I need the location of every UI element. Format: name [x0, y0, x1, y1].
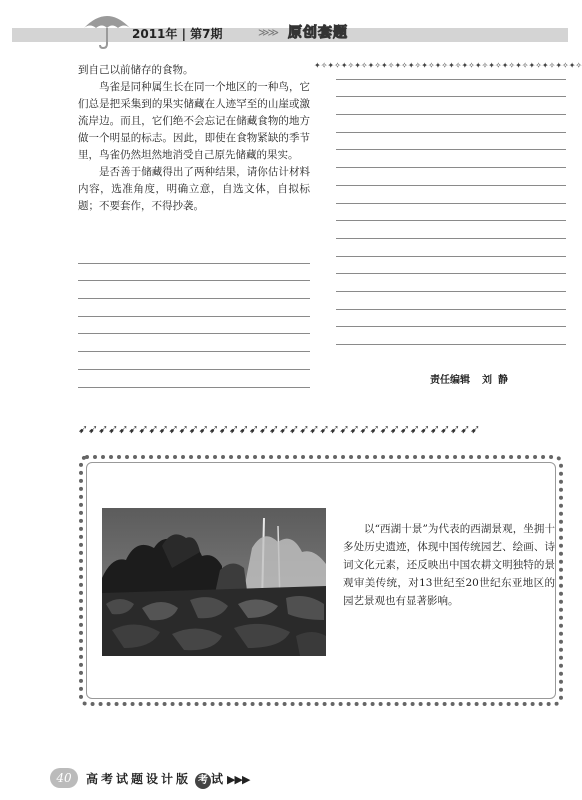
editor-name: 刘静: [482, 375, 514, 386]
section-title: 原创套题: [288, 25, 348, 41]
article-paragraph: 是否善于储藏得出了两种结果，请你估计材料内容，选准角度，明确立意，自选文体，自拟标题；不要套作，不得抄袭。: [78, 166, 310, 212]
article-body: [78, 62, 310, 215]
page-footer: [50, 764, 570, 792]
publication-title: [86, 770, 249, 789]
issue-number: 第7期: [190, 27, 223, 41]
writing-lines-left: [78, 246, 310, 388]
umbrella-icon: [82, 10, 132, 50]
editor-credit: [430, 371, 514, 386]
footer-arrows-icon: ▶▶▶: [227, 773, 250, 786]
photo-caption: [343, 520, 555, 610]
article-paragraph: 到自己以前储存的食物。: [78, 64, 194, 76]
article-paragraph: 鸟雀是同种属生长在同一个地区的一种鸟，它们总是把采集到的果实储藏在人迹罕至的山崖或激流岸边。而且，它们绝不会忘记在储藏食物的地方做一个明显的标志。因此，即使在食物紧缺的季节里，鸟雀仍然坦然地消受自己原先储藏的果实。: [78, 81, 310, 161]
horizontal-arrow-divider: ➹➹➹➹➹➹➹➹➹➹➹➹➹➹➹➹➹➹➹➹➹➹➹➹➹➹➹➹➹➹➹➹➹➹➹➹➹➹➹➹: [78, 422, 481, 436]
publication-name: 高考试题设计版: [86, 772, 192, 786]
issue-year: 2011年: [132, 27, 178, 41]
vertical-divider: ✦✧✦✧✦✧✦✧✦✧✦✧✦✧✦✧✦✧✦✧✦✧✦✧✦✧✦✧✦✧✦✧✦✧✦✧✦✧✦✧: [314, 61, 582, 70]
issue-info: [132, 25, 223, 42]
header-arrows-icon: ≫≫: [258, 26, 278, 39]
issue-separator: |: [181, 27, 191, 41]
page-number: 40: [50, 768, 78, 788]
shi-char: 试: [211, 772, 224, 786]
caption-text: 以“西湖十景”为代表的西湖景观，坐拥十多处历史遗迹，体现中国传统园艺、绘画、诗词文化元素，还反映出中国农耕文明独特的景观审美传统，对13世纪至20世纪东亚地区的园艺景观也有显著影响。: [343, 523, 555, 607]
page-header: [12, 22, 568, 46]
editor-label: 责任编辑: [430, 375, 470, 386]
writing-lines-right: [336, 62, 566, 345]
kao-badge: 考: [195, 773, 211, 789]
landscape-photo: [102, 508, 326, 656]
